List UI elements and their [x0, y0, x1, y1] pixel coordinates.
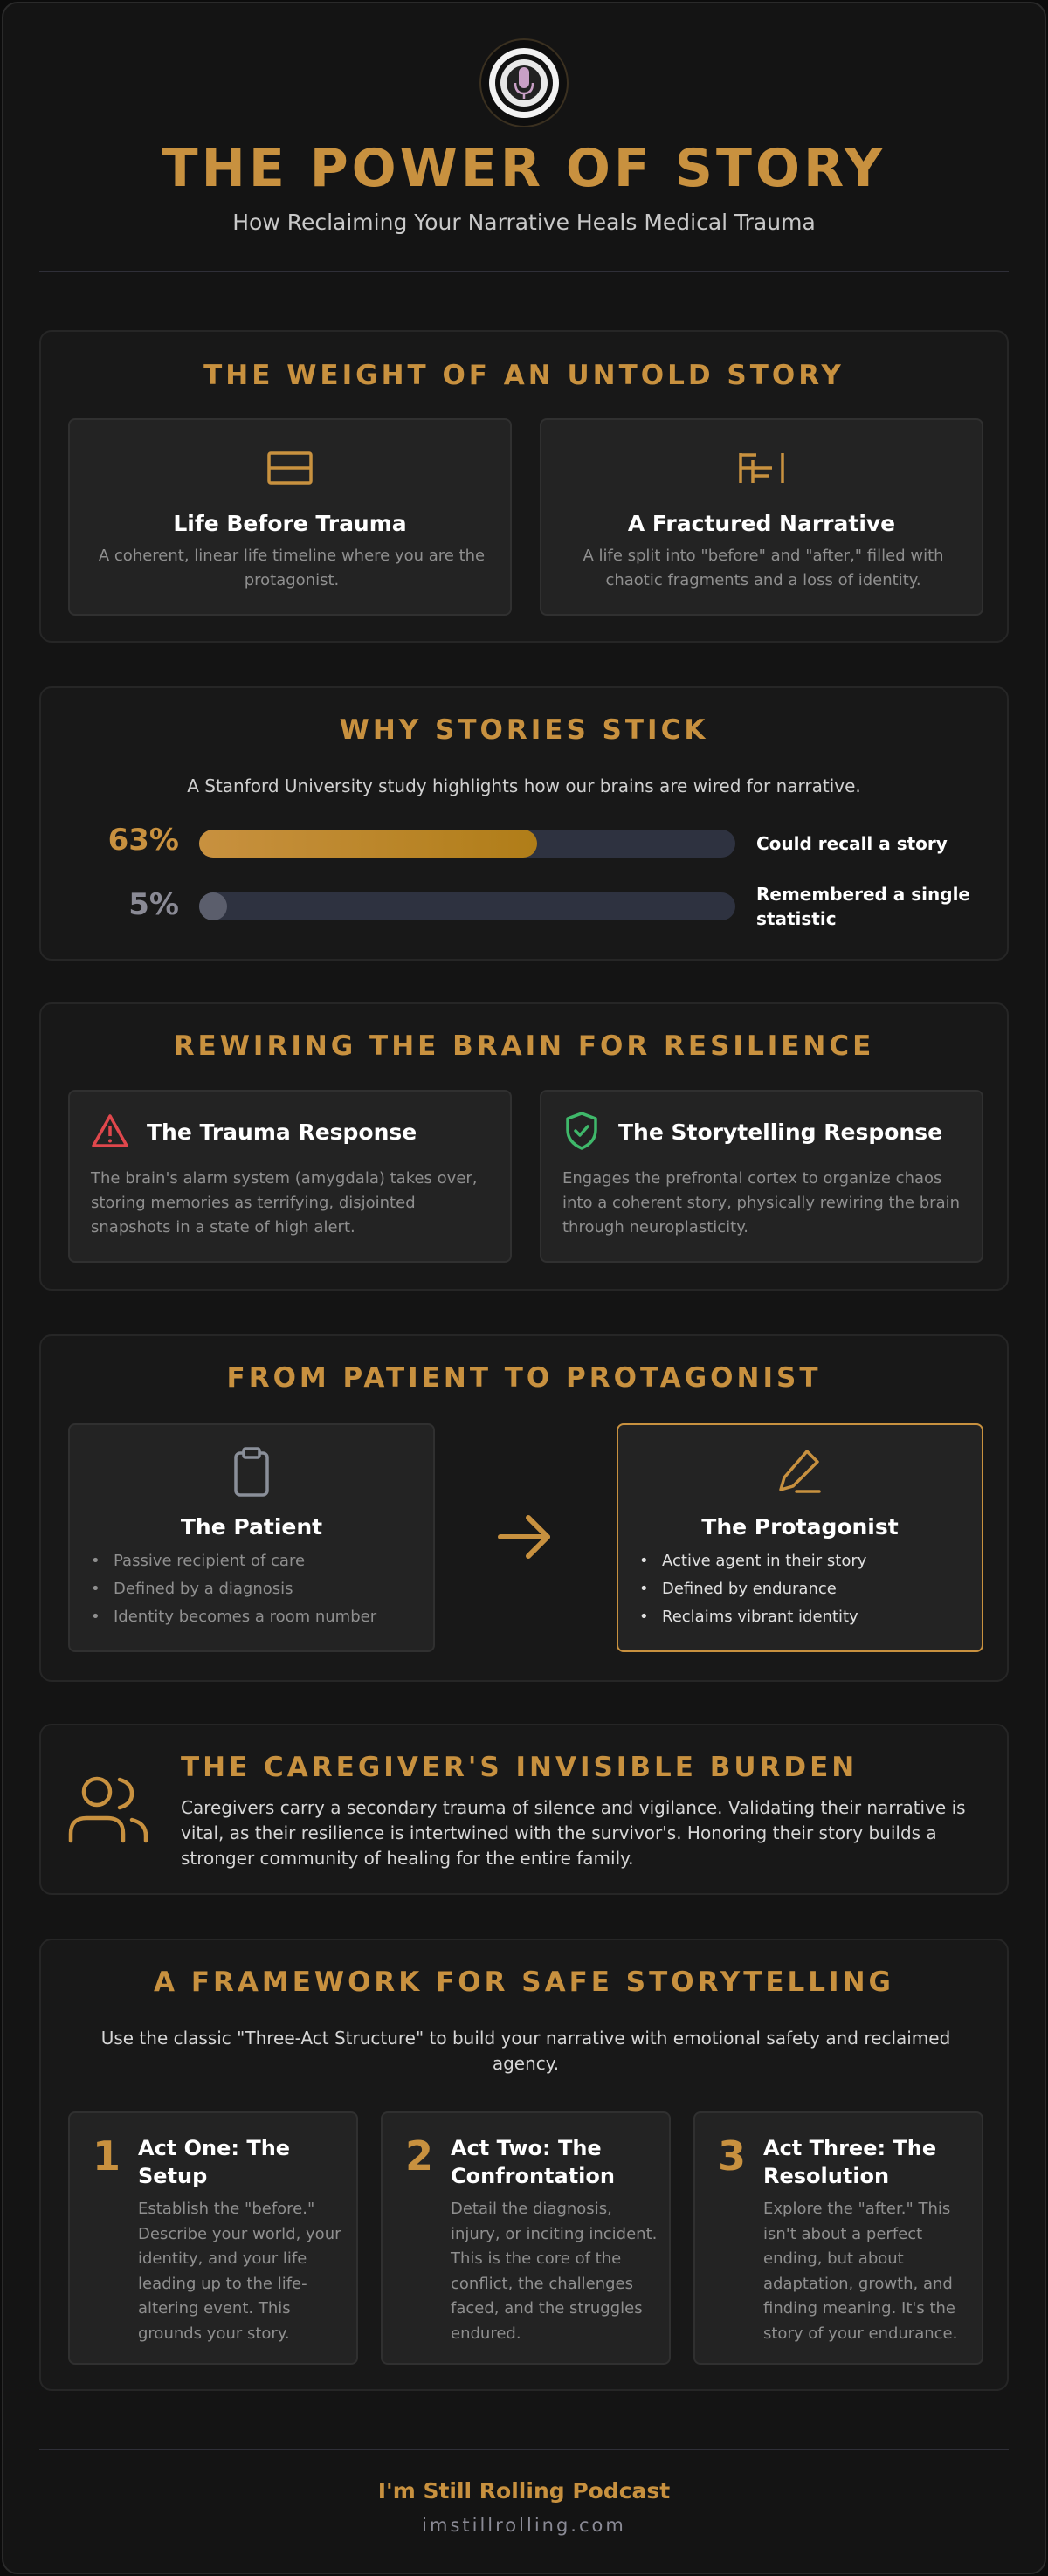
section-title: A FRAMEWORK FOR SAFE STORYTELLING	[154, 1966, 894, 1998]
act-number: 1	[93, 2132, 121, 2180]
card-text: Engages the prefrontal cortex to organize chaos into a coherent story, physically rewiring the brain through neuroplasticity.	[562, 1169, 961, 1236]
users-icon	[66, 1769, 151, 1851]
caregiver-text: Caregivers carry a secondary trauma of silence and vigilance. Validating their narrative is vital, as their resilience is intertwined with the survivor's. Honoring their story builds a stronger community of healing for the entire family.	[181, 1797, 966, 1869]
footer-divider	[39, 2449, 1009, 2450]
rewiring-section	[39, 1002, 1009, 1291]
shield-check-icon	[564, 1111, 599, 1154]
footer-podcast-name: I'm Still Rolling Podcast	[377, 2478, 671, 2504]
list-item: • Defined by endurance	[638, 1575, 969, 1603]
list-item: • Identity becomes a room number	[89, 1603, 421, 1631]
act-text: Establish the "before." Describe your world, your identity, and your life leading up to the life-altering event. This grounds your story.	[138, 2200, 341, 2343]
act-title: Act Two: The Confrontation	[451, 2136, 615, 2188]
act-card	[381, 2111, 671, 2365]
list-item: • Active agent in their story	[638, 1547, 969, 1575]
framework-intro: Use the classic "Three-Act Structure" to build your narrative with emotional safety and reclaimed agency.	[100, 2028, 951, 2074]
card-title: The Storytelling Response	[618, 1119, 943, 1145]
warning-triangle-icon	[91, 1112, 129, 1153]
bar-fill	[199, 892, 227, 920]
framework-section	[39, 1939, 1009, 2391]
section-title: WHY STORIES STICK	[339, 714, 709, 746]
study-intro: A Stanford University study highlights how our brains are wired for narrative.	[187, 775, 861, 796]
caregiver-section	[39, 1724, 1009, 1895]
act-number: 3	[718, 2132, 747, 2180]
storytelling-response-card	[540, 1090, 983, 1263]
card-text: A coherent, linear life timeline where you are the protagonist.	[98, 547, 486, 589]
section-title: THE WEIGHT OF AN UNTOLD STORY	[203, 360, 845, 391]
bar-label: Remembered a single statistic	[756, 884, 970, 929]
fractured-timeline-icon	[541, 450, 982, 486]
page-subtitle: How Reclaiming Your Narrative Heals Medical Trauma	[232, 210, 816, 235]
arrow-right-icon	[495, 1511, 556, 1567]
act-number: 2	[405, 2132, 434, 2180]
protagonist-card	[617, 1423, 983, 1652]
act-text: Detail the diagnosis, injury, or inciting incident. This is the core of the conflict, the challenges faced, and the struggles endured.	[451, 2200, 658, 2343]
statistic-recall-bar	[199, 892, 735, 920]
list-item: • Defined by a diagnosis	[89, 1575, 421, 1603]
life-before-card	[68, 418, 512, 616]
act-title: Act Three: The Resolution	[763, 2136, 937, 2188]
act-card	[68, 2111, 358, 2365]
footer-url-link[interactable]: imstillrolling.com	[422, 2515, 626, 2536]
patient-card	[68, 1423, 435, 1652]
stat-percent: 5%	[128, 887, 179, 922]
list-item: • Passive recipient of care	[89, 1547, 421, 1575]
patient-list	[89, 1547, 421, 1631]
section-title: THE CAREGIVER'S INVISIBLE BURDEN	[181, 1752, 858, 1783]
clipboard-icon	[70, 1446, 433, 1498]
microphone-badge-icon	[479, 38, 569, 127]
fractured-narrative-card	[540, 418, 983, 616]
page-title: THE POWER OF STORY	[162, 138, 886, 199]
bar-fill	[199, 830, 537, 858]
card-title: A Fractured Narrative	[627, 511, 896, 536]
pen-icon	[618, 1446, 982, 1498]
card-title: Life Before Trauma	[173, 511, 407, 536]
list-item: • Reclaims vibrant identity	[638, 1603, 969, 1631]
card-title: The Trauma Response	[147, 1119, 417, 1145]
card-text: The brain's alarm system (amygdala) takes over, storing memories as terrifying, disjointed snapshots in a state of high alert.	[91, 1169, 478, 1236]
timeline-icon	[70, 450, 510, 486]
card-text: A life split into "before" and "after," filled with chaotic fragments and a loss of identity.	[583, 547, 944, 589]
header-divider	[39, 271, 1009, 272]
bar-label: Could recall a story	[756, 833, 948, 854]
protagonist-section	[39, 1334, 1009, 1682]
section-title: FROM PATIENT TO PROTAGONIST	[226, 1362, 822, 1394]
card-title: The Protagonist	[701, 1514, 899, 1539]
act-text: Explore the "after." This isn't about a perfect ending, but about adaptation, growth, and finding meaning. It's the story of your endurance.	[763, 2200, 958, 2343]
act-title: Act One: The Setup	[138, 2136, 291, 2188]
section-title: REWIRING THE BRAIN FOR RESILIENCE	[173, 1030, 875, 1062]
protagonist-list	[638, 1547, 969, 1631]
untold-story-section	[39, 330, 1009, 643]
stat-percent: 63%	[107, 823, 179, 858]
card-title: The Patient	[180, 1514, 323, 1539]
act-card	[693, 2111, 983, 2365]
story-recall-bar	[199, 830, 735, 858]
trauma-response-card	[68, 1090, 512, 1263]
